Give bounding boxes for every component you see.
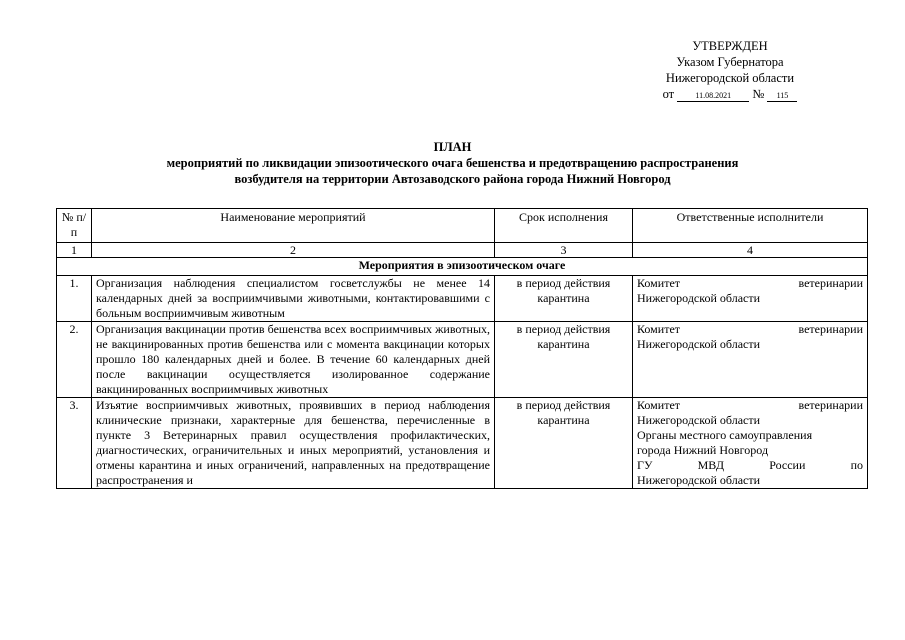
responsible-line: Органы местного самоуправления [637, 428, 813, 442]
table-row [57, 398, 868, 489]
row-term: в период действия карантина [495, 276, 633, 322]
responsible-line: Комитет ветеринарии [637, 398, 863, 412]
index-2: 2 [92, 243, 495, 258]
title-heading: ПЛАН [433, 140, 472, 154]
responsible-line: города Нижний Новгород [637, 443, 769, 457]
approval-region: Нижегородской области [665, 71, 795, 85]
responsible-line: ГУ МВД России по [637, 458, 863, 472]
responsible-line: Нижегородской области [637, 413, 761, 427]
approval-date: 11.08.2021 [677, 91, 749, 102]
index-3: 3 [495, 243, 633, 258]
row-action: Организация наблюдения специалистом госветслужбы не менее 14 календарных дней за восприимчивыми животными, контактировавшими с больным восприимчивым животным [92, 276, 495, 322]
row-action: Изъятие восприимчивых животных, проявивших в период наблюдения клинические признаки, характерные для бешенства, перечисленные в пункте 3 Ветеринарных правил осуществления профилактических, диагностических, ограничительных и иных мероприятий, установления и отмены карантина и иных ограничений, направленных на предотвращение распространения и [92, 398, 495, 489]
responsible-line: Нижегородской области [637, 337, 761, 351]
table-section-row [57, 258, 868, 276]
approval-authority: Указом Губернатора [676, 55, 784, 69]
index-1: 1 [57, 243, 92, 258]
table-row [57, 322, 868, 398]
approval-stamp [630, 38, 830, 102]
approval-title: УТВЕРЖДЕН [692, 39, 768, 53]
row-responsible [633, 322, 868, 398]
row-responsible [633, 398, 868, 489]
title-line-1: мероприятий по ликвидации эпизоотического очага бешенства и предотвращению распространения [166, 156, 739, 170]
row-action: Организация вакцинации против бешенства всех восприимчивых животных, не вакцинированных против бешенства или с момента вакцинации которых прошло 180 календарных дней и более. В течение 60 календарных дней после вакцинации осуществляется изолированное содержание вакцинированных восприимчивых животных [92, 322, 495, 398]
table-index-row [57, 243, 868, 258]
header-term: Срок исполнения [495, 209, 633, 243]
row-responsible [633, 276, 868, 322]
index-4: 4 [633, 243, 868, 258]
approval-date-line [630, 86, 830, 102]
approval-number-label: № [752, 87, 765, 101]
header-name: Наименование мероприятий [92, 209, 495, 243]
section-title: Мероприятия в эпизоотическом очаге [57, 258, 868, 276]
row-number: 2. [57, 322, 92, 398]
responsible-line: Нижегородской области [637, 473, 761, 487]
table-header-row [57, 209, 868, 243]
row-term: в период действия карантина [495, 322, 633, 398]
row-number: 1. [57, 276, 92, 322]
row-term: в период действия карантина [495, 398, 633, 489]
document-title [40, 139, 865, 187]
responsible-line: Нижегородской области [637, 291, 761, 305]
responsible-line: Комитет ветеринарии [637, 276, 863, 290]
plan-table [56, 208, 868, 489]
table-row [57, 276, 868, 322]
title-line-2: возбудителя на территории Автозаводского района города Нижний Новгород [234, 172, 671, 186]
header-resp: Ответственные исполнители [633, 209, 868, 243]
approval-from-label: от [662, 87, 675, 101]
row-number: 3. [57, 398, 92, 489]
responsible-line: Комитет ветеринарии [637, 322, 863, 336]
header-num: № п/п [57, 209, 92, 243]
approval-number: 115 [767, 91, 797, 102]
